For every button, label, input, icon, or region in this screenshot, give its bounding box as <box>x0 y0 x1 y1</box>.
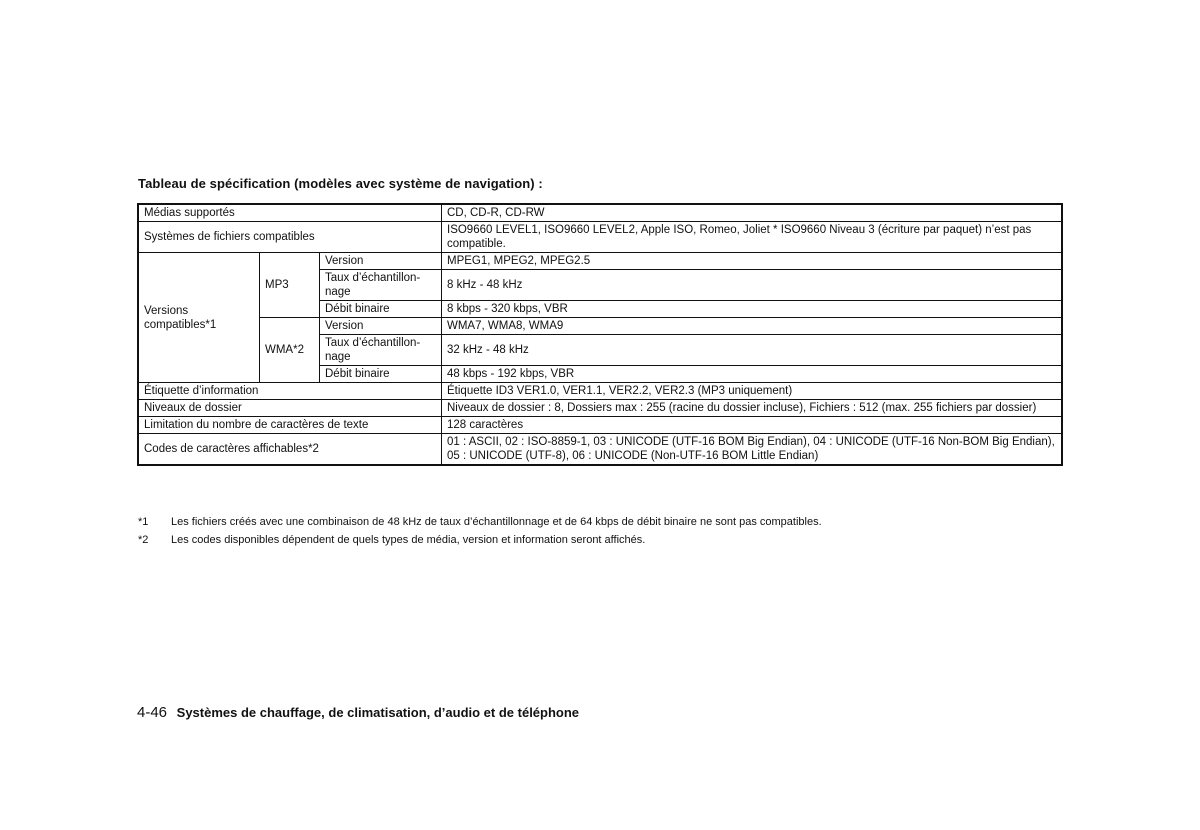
footnote-mark: *1 <box>138 516 149 528</box>
tag-value: Étiquette ID3 VER1.0, VER1.1, VER2.2, VER2.3 (MP3 uniquement) <box>442 383 1063 400</box>
wma-rate-value: 32 kHz - 48 kHz <box>442 335 1063 366</box>
wma-version-label: Version <box>320 318 442 335</box>
folder-value: Niveaux de dossier : 8, Dossiers max : 255 (racine du dossier incluse), Fichiers : 512 (max. 255 fichiers par dossier) <box>442 400 1063 417</box>
charlimit-label: Limitation du nombre de caractères de texte <box>138 417 442 434</box>
codes-value: 01 : ASCII, 02 : ISO-8859-1, 03 : UNICODE (UTF-16 BOM Big Endian), 04 : UNICODE (UTF-16 Non-BOM Big Endian), 05 : UNICODE (UTF-8), 06 : UNICODE (Non-UTF-16 BOM Little Endian) <box>442 434 1063 466</box>
chapter-title: Systèmes de chauffage, de climatisation, d’audio et de téléphone <box>176 705 580 720</box>
wma-bitrate-value: 48 kbps - 192 kbps, VBR <box>442 366 1063 383</box>
table-row <box>138 253 1062 270</box>
table-row <box>138 204 1062 222</box>
table-row <box>138 434 1062 466</box>
table-row <box>138 400 1062 417</box>
mp3-label: MP3 <box>260 253 320 318</box>
mp3-rate-label: Taux d’échantillon-nage <box>320 270 442 301</box>
mp3-bitrate-label: Débit binaire <box>320 301 442 318</box>
page-number: 4-46 <box>137 704 168 721</box>
footnote <box>138 513 822 531</box>
media-value: CD, CD-R, CD-RW <box>442 204 1063 222</box>
wma-bitrate-label: Débit binaire <box>320 366 442 383</box>
footnotes <box>138 513 822 549</box>
media-label: Médias supportés <box>138 204 442 222</box>
footnote-text: Les fichiers créés avec une combinaison de 48 kHz de taux d’échantillonnage et de 64 kbps de débit binaire ne sont pas compatibles. <box>171 516 822 528</box>
versions-label: Versions compatibles*1 <box>138 253 260 383</box>
mp3-rate-value: 8 kHz - 48 kHz <box>442 270 1063 301</box>
page-footer <box>137 704 579 721</box>
fs-label: Systèmes de fichiers compatibles <box>138 222 442 253</box>
footnote-text: Les codes disponibles dépendent de quels types de média, version et information seront affichés. <box>171 534 646 546</box>
charlimit-value: 128 caractères <box>442 417 1063 434</box>
mp3-version-value: MPEG1, MPEG2, MPEG2.5 <box>442 253 1063 270</box>
footnote <box>138 531 822 549</box>
section-title: Tableau de spécification (modèles avec système de navigation) : <box>138 176 543 191</box>
tag-label: Étiquette d’information <box>138 383 442 400</box>
wma-version-value: WMA7, WMA8, WMA9 <box>442 318 1063 335</box>
table-row <box>138 318 1062 335</box>
codes-label: Codes de caractères affichables*2 <box>138 434 442 466</box>
fs-value: ISO9660 LEVEL1, ISO9660 LEVEL2, Apple ISO, Romeo, Joliet * ISO9660 Niveau 3 (écriture par paquet) n’est pas compatible. <box>442 222 1063 253</box>
folder-label: Niveaux de dossier <box>138 400 442 417</box>
table-row <box>138 222 1062 253</box>
mp3-bitrate-value: 8 kbps - 320 kbps, VBR <box>442 301 1063 318</box>
footnote-mark: *2 <box>138 534 149 546</box>
table-row <box>138 417 1062 434</box>
mp3-version-label: Version <box>320 253 442 270</box>
wma-rate-label: Taux d’échantillon-nage <box>320 335 442 366</box>
spec-table <box>137 203 1063 466</box>
wma-label: WMA*2 <box>260 318 320 383</box>
table-row <box>138 383 1062 400</box>
